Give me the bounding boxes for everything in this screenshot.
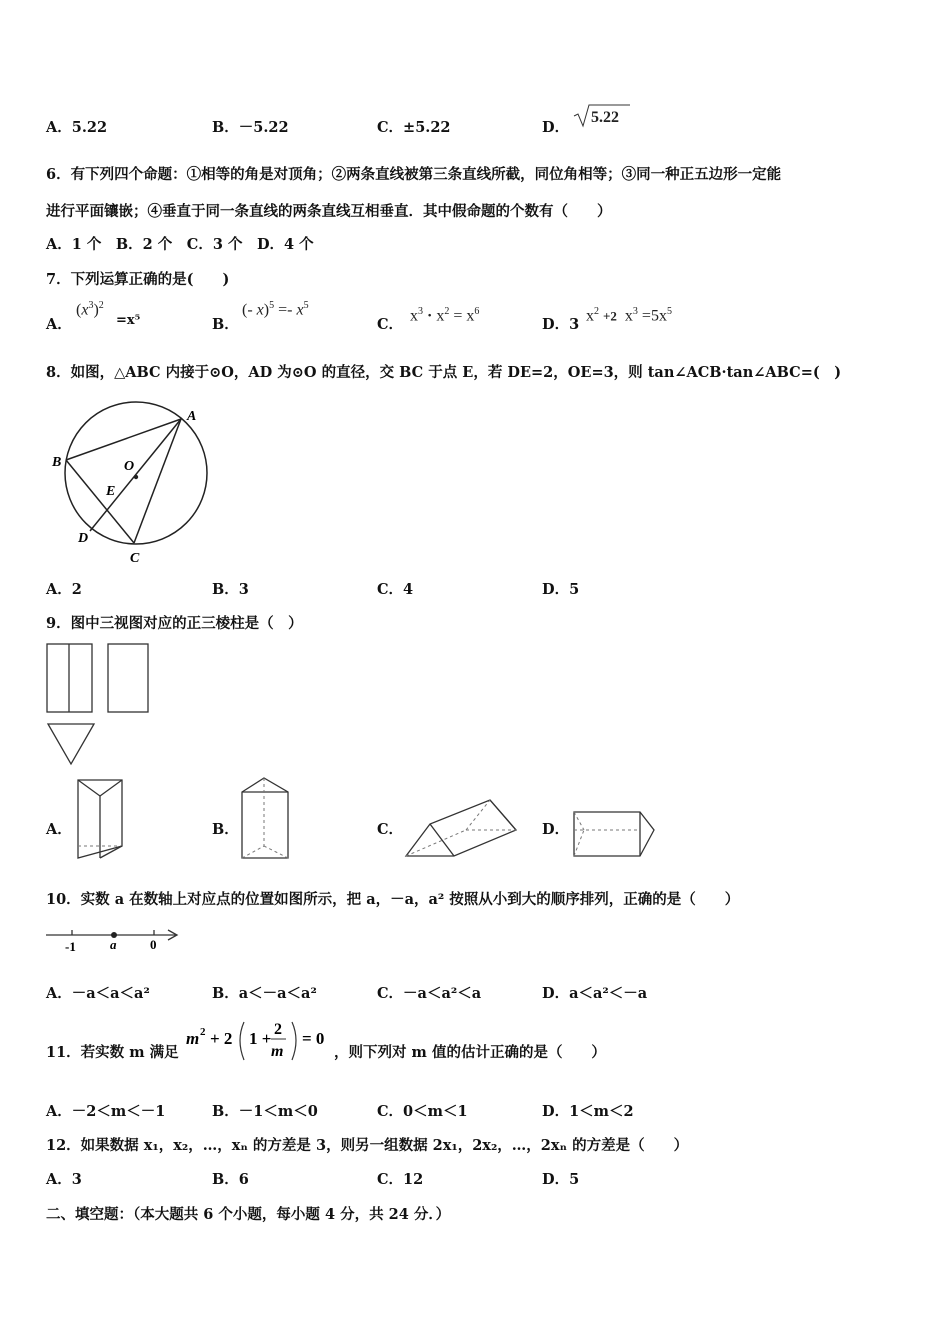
svg-text:= 0: = 0 — [302, 1029, 325, 1048]
q11-stem-after: ，则下列对 m 值的估计正确的是（ ） — [334, 1044, 606, 1061]
q8-option-a: A．2 — [46, 581, 82, 598]
q9-option-c: C． — [377, 821, 404, 838]
q7-d-formula: $x^2 +2$ $x^3 =5x^5$ — [586, 306, 672, 325]
side-view — [108, 644, 148, 712]
q10-option-d: D．a＜a²＜－a — [542, 985, 648, 1002]
q10-option-c: C．－a＜a²＜a — [377, 985, 482, 1002]
q11-equation — [184, 1014, 334, 1066]
segment-ac — [134, 419, 181, 543]
q9-stem: 9．图中三视图对应的正三棱柱是（ ） — [46, 615, 303, 632]
label-d: D — [78, 531, 89, 546]
q11-option-a: A．－2＜m＜－1 — [46, 1103, 166, 1120]
svg-text:+ 2: + 2 — [210, 1029, 233, 1048]
svg-text:m: m — [186, 1029, 200, 1048]
q7-option-d: D．3 — [542, 316, 580, 333]
q9-option-a-prism — [70, 776, 130, 864]
point-o — [134, 475, 138, 479]
section2-heading: 二、填空题：（本大题共 6 个小题，每小题 4 分，共 24 分．） — [46, 1206, 451, 1223]
q10-stem: 10．实数 a 在数轴上对应点的位置如图所示，把 a，－a，a² 按照从小到大的顺序排列，正确的是（ ） — [46, 891, 740, 908]
q10-option-a: A．－a＜a＜a² — [46, 985, 150, 1002]
q6-stem-line1: 6．有下列四个命题：①相等的角是对顶角；②两条直线被第三条直线所截，同位角相等；③同一种正五边形一定能 — [46, 166, 782, 183]
q8-option-b: B．3 — [212, 581, 249, 598]
q12-option-a: A．3 — [46, 1171, 82, 1188]
svg-text:-1: -1 — [65, 939, 76, 954]
svg-text:0: 0 — [150, 937, 157, 952]
label-a: A — [187, 409, 197, 424]
q8-option-d: D．5 — [542, 581, 580, 598]
q10-number-line — [44, 924, 184, 956]
q9-option-c-prism — [402, 794, 522, 862]
q8-circle-figure — [48, 400, 218, 570]
q7-b-formula: (- $x)^5 =- x^5$ — [242, 300, 309, 319]
q12-option-c: C．12 — [377, 1171, 424, 1188]
label-e: E — [106, 484, 116, 499]
q11-option-d: D．1＜m＜2 — [542, 1103, 634, 1120]
q7-a-result: =x⁵ — [116, 313, 141, 328]
circle-o — [65, 402, 207, 544]
q7-option-a: A． — [46, 316, 72, 333]
q9-option-a: A． — [46, 821, 72, 838]
q7-a-formula: $(x^3)^2$ — [76, 300, 104, 319]
svg-text:1 +: 1 + — [249, 1029, 272, 1048]
label-c: C — [130, 551, 140, 566]
q7-stem: 7．下列运算正确的是( ) — [46, 271, 230, 288]
q9-three-views — [44, 640, 154, 768]
svg-text:2: 2 — [274, 1021, 282, 1038]
q5-option-a: A．5.22 — [46, 119, 108, 136]
top-view — [48, 724, 94, 764]
q8-option-c: C．4 — [377, 581, 414, 598]
label-o: O — [124, 459, 135, 474]
label-b: B — [52, 455, 62, 470]
q9-option-b: B． — [212, 821, 239, 838]
svg-text:2: 2 — [200, 1026, 206, 1038]
q9-option-d-prism — [570, 806, 662, 864]
q12-option-d: D．5 — [542, 1171, 580, 1188]
svg-text:m: m — [271, 1043, 284, 1060]
q7-option-c: C． — [377, 316, 404, 333]
q6-options: A．1 个 B．2 个 C．3 个 D．4 个 — [46, 236, 314, 253]
q5-option-b: B．－5.22 — [212, 119, 289, 136]
q11-option-b: B．－1＜m＜0 — [212, 1103, 318, 1120]
q7-option-b: B． — [212, 316, 239, 333]
q5-option-c: C．±5.22 — [377, 119, 451, 136]
q12-option-b: B．6 — [212, 1171, 249, 1188]
q12-stem: 12．如果数据 x₁，x₂，…，xₙ 的方差是 3，则另一组数据 2x₁，2x₂，…，2xₙ 的方差是（ ） — [46, 1137, 689, 1154]
q11-stem-before: 11．若实数 m 满足 — [46, 1044, 179, 1061]
q9-option-d: D． — [542, 821, 570, 838]
q11-option-c: C．0＜m＜1 — [377, 1103, 468, 1120]
sqrt-5-22-formula — [572, 102, 632, 130]
q10-option-b: B．a＜－a＜a² — [212, 985, 317, 1002]
q8-stem: 8．如图，△ABC 内接于⊙O，AD 为⊙O 的直径，交 BC 于点 E，若 DE=2，OE=3，则 tan∠ACB·tan∠ABC=( ) — [46, 364, 842, 381]
q5-option-d: D． — [542, 119, 570, 136]
q7-c-formula: $x^3 \cdot x^2 = x^6$ — [410, 306, 480, 325]
q9-option-b-prism — [236, 774, 296, 864]
svg-text:5.22: 5.22 — [591, 109, 619, 126]
q6-stem-line2: 进行平面镶嵌；④垂直于同一条直线的两条直线互相垂直．其中假命题的个数有（ ） — [46, 203, 612, 220]
svg-text:a: a — [110, 937, 117, 952]
